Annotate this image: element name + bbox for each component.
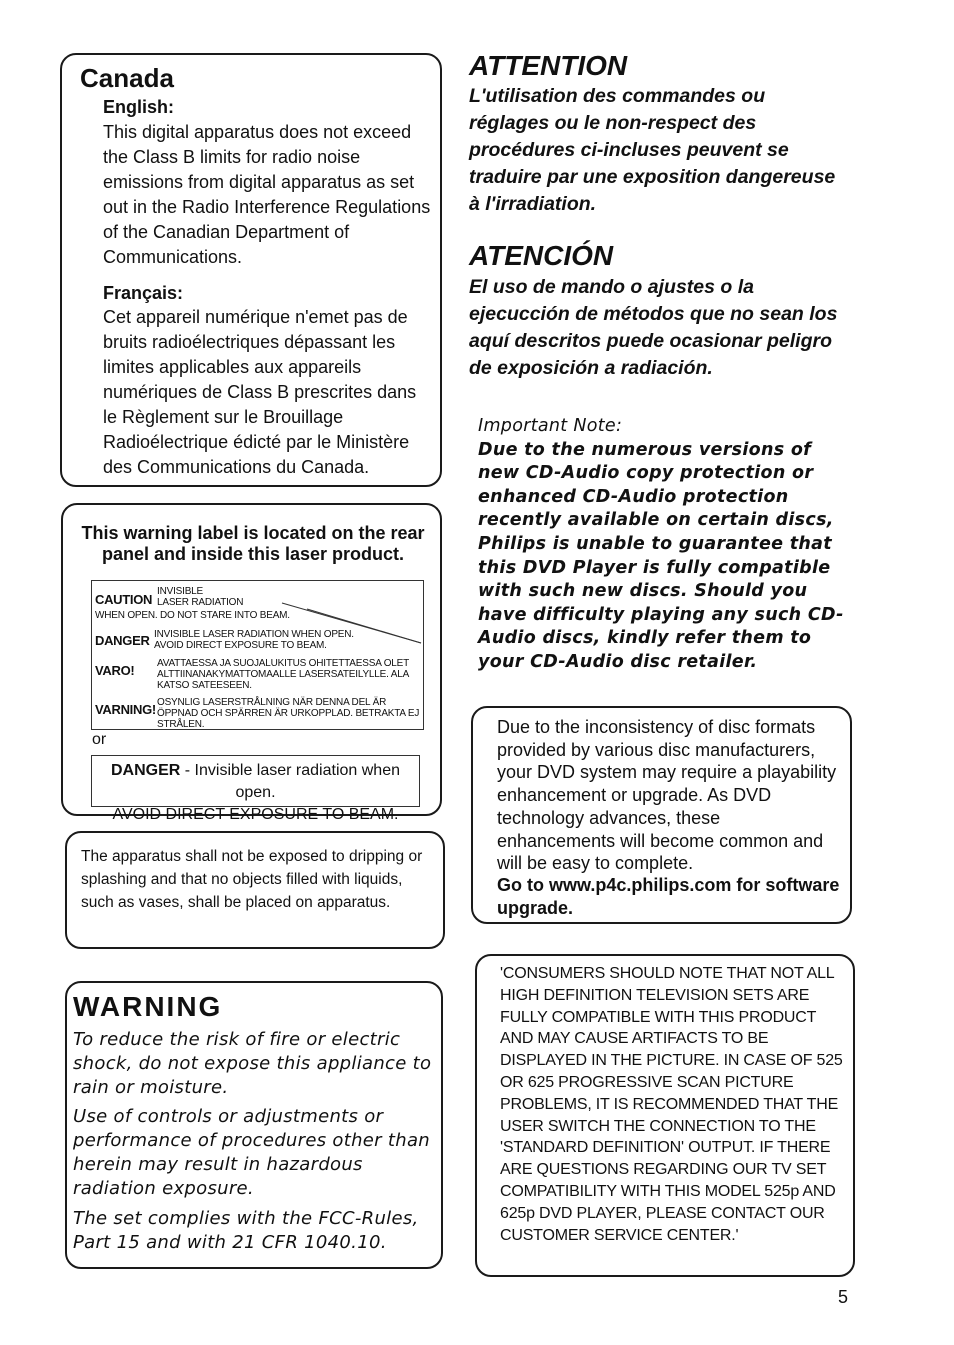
attention-text: L'utilisation des commandes ou réglages ou le non-respect des procédures ci-incluses peuvent se traduire par une exposition dangereuse à l'irradiation.	[469, 85, 836, 215]
warning-p3: The set complies with the FCC-Rules, Part 15 and with 21 CFR 1040.10.	[73, 1208, 419, 1253]
laser-warning-box	[61, 503, 442, 823]
page-number: 5	[838, 1287, 849, 1307]
danger-alt-line2: AVOID DIRECT EXPOSURE TO BEAM.	[112, 806, 399, 823]
laser-label-title: This warning label is located on the rear panel and inside this laser product.	[81, 523, 425, 564]
danger-line2: AVOID DIRECT EXPOSURE TO BEAM.	[154, 640, 327, 651]
disc-format-box	[471, 706, 852, 924]
french-label: Français:	[103, 283, 184, 303]
dripping-notice-box	[65, 831, 445, 949]
danger-line1: INVISIBLE LASER RADIATION WHEN OPEN.	[154, 629, 354, 640]
varo-head: VARO!	[95, 663, 135, 678]
or-text: or	[92, 731, 107, 748]
caution-line2: LASER RADIATION	[157, 597, 244, 608]
important-note-text: Due to the numerous versions of new CD-Audio copy protection or enhanced CD-Audio protection recently available on certain discs, Philips is unable to guarantee that this DVD Player is fully compatible with such new discs. Should you have difficulty playing any such CD-Audio discs, kindly refer them to your CD-Audio disc retailer.	[478, 439, 844, 672]
warning-p2: Use of controls or adjustments or performance of procedures other than herein may result in hazardous radiation exposure.	[73, 1106, 430, 1199]
varning-text: OSYNLIG LASERSTRÅLNING NÄR DENNA DEL ÄR ÖPPNAD OCH SPÄRREN ÄR URKOPPLAD. BETRAKTA EJ STRÅLEN.	[157, 697, 420, 730]
warning-heading: WARNING	[73, 991, 223, 1022]
atencion-heading: ATENCIÓN	[469, 240, 614, 271]
varo-text: AVATTAESSA JA SUOJALUKITUS OHITETTAESSA OLET ALTTIINANAKYMATTOMAALLE LASERSATEILYLLE. ALA KATSO SATEESEEN.	[157, 658, 409, 691]
atencion-text: El uso de mando o ajustes o la ejecucción de métodos que no sean los aquí descritos puede ocasionar peligro de exposición a radiación.	[469, 276, 838, 379]
important-note-label: Important Note:	[478, 416, 623, 436]
warning-box	[65, 981, 443, 1269]
consumers-text: 'CONSUMERS SHOULD NOTE THAT NOT ALL HIGH DEFINITION TELEVISION SETS ARE FULLY COMPATIBLE WITH THIS PRODUCT AND MAY CAUSE ARTIFACTS TO BE DISPLAYED IN THE PICTURE. IN CASE OF 525 OR 625 PROGRESSIVE SCAN PICTURE PROBLEMS, IT IS RECOMMENDED THAT THE USER SWITCH THE CONNECTION TO THE 'STANDARD DEFINITION' OUTPUT. IF THERE ARE QUESTIONS REGARDING OUR TV SET COMPATIBILITY WITH THIS MODEL 525p AND 625p DVD PLAYER, PLEASE CONTACT OUR CUSTOMER SERVICE CENTER.'	[500, 965, 843, 1244]
french-text: Cet appareil numérique n'emet pas de bruits radioélectriques dépassant les limites applicables aux appareils numériques de Class B prescrites dans le Règlement sur le Brouillage Radioélectrique édicté par le Ministère des Communications du Canada.	[103, 307, 417, 477]
danger-alt-line1: - Invisible laser radiation when open.	[180, 762, 400, 801]
laser-warning-label	[91, 580, 424, 730]
caution-head: CAUTION	[95, 592, 153, 607]
dripping-text: The apparatus shall not be exposed to dripping or splashing and that no objects filled with liquids, such as vases, shall be placed on apparatus.	[81, 848, 423, 911]
canada-heading: Canada	[80, 63, 174, 93]
danger-label-alt	[91, 755, 420, 823]
important-note	[478, 415, 848, 675]
canada-notice-box	[60, 53, 442, 487]
danger-alt-head: DANGER	[110, 762, 181, 779]
disc-format-text: Due to the inconsistency of disc formats provided by various disc manufacturers, your DVD system may require a playability enhancement or upgrade. As DVD technology advances, these enhancements will become common and will be easy to complete.	[497, 717, 837, 874]
attention-heading: ATTENTION	[469, 50, 628, 81]
caution-line3: WHEN OPEN. DO NOT STARE INTO BEAM.	[95, 610, 290, 621]
consumers-notice-box	[475, 954, 855, 1277]
english-text: This digital apparatus does not exceed the Class B limits for radio noise emissions from digital apparatus as set out in the Radio Interference Regulations of the Canadian Department of Communications.	[103, 122, 431, 267]
varning-head: VARNING!	[95, 702, 156, 717]
danger-head: DANGER	[95, 633, 150, 648]
caution-line1: INVISIBLE	[157, 586, 203, 597]
software-upgrade-text: Go to www.p4c.philips.com for software upgrade.	[497, 875, 840, 918]
english-label: English:	[103, 97, 174, 117]
warning-p1: To reduce the risk of fire or electric shock, do not expose this appliance to rain or moisture.	[73, 1029, 432, 1098]
